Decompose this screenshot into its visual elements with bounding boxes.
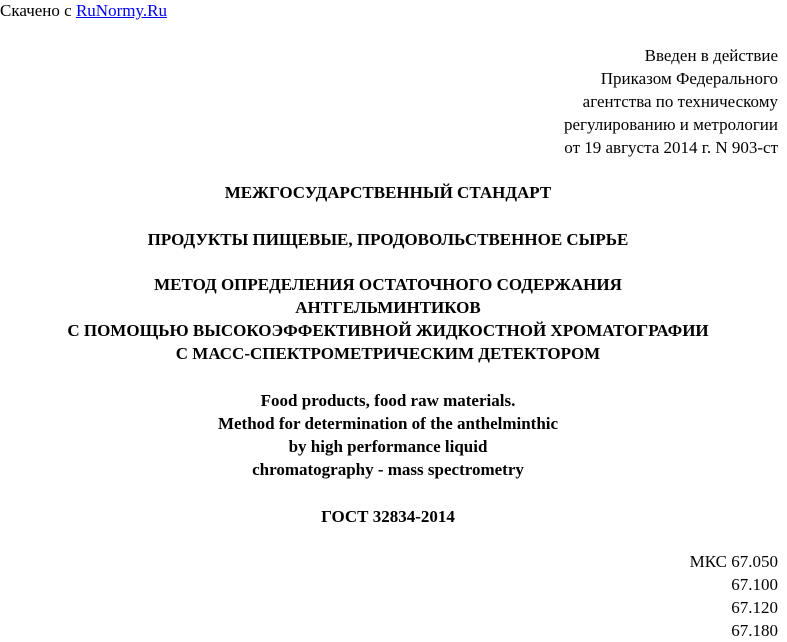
method-title-line: АНТГЕЛЬМИНТИКОВ xyxy=(295,298,481,317)
method-title-line: МЕТОД ОПРЕДЕЛЕНИЯ ОСТАТОЧНОГО СОДЕРЖАНИЯ xyxy=(154,275,622,294)
mks-codes-block xyxy=(690,550,778,642)
decree-line: регулированию и метрологии xyxy=(563,115,778,134)
source-link[interactable]: RuNormy.Ru xyxy=(75,1,167,20)
source-line xyxy=(0,1,167,21)
mks-code-line: 67.120 xyxy=(731,598,778,617)
method-title-heading xyxy=(0,273,776,365)
decree-line: Приказом Федерального xyxy=(600,69,778,88)
title-group-text: ПРОДУКТЫ ПИЩЕВЫЕ, ПРОДОВОЛЬСТВЕННОЕ СЫРЬЕ xyxy=(147,230,629,249)
standard-type-text: МЕЖГОСУДАРСТВЕННЫЙ СТАНДАРТ xyxy=(224,183,552,202)
mks-code-line: МКС 67.050 xyxy=(689,552,778,571)
standard-type-heading xyxy=(0,181,776,204)
english-title-line: by high performance liquid xyxy=(288,437,488,456)
decree-block xyxy=(564,44,778,159)
decree-line: агентства по техническому xyxy=(582,92,778,111)
source-prefix: Скачено с xyxy=(0,1,76,20)
title-group-heading xyxy=(0,228,776,251)
gost-number-text: ГОСТ 32834-2014 xyxy=(321,507,455,526)
gost-number-heading xyxy=(0,505,776,528)
decree-line: Введен в действие xyxy=(644,46,778,65)
decree-line: от 19 августа 2014 г. N 903-ст xyxy=(564,138,778,157)
english-title-heading xyxy=(0,389,776,481)
english-title-line: Food products, food raw materials. xyxy=(260,391,516,410)
english-title-line: chromatography - mass spectrometry xyxy=(252,460,524,479)
mks-code-line: 67.100 xyxy=(731,575,778,594)
method-title-line: С ПОМОЩЬЮ ВЫСОКОЭФФЕКТИВНОЙ ЖИДКОСТНОЙ ХРОМАТОГРАФИИ xyxy=(67,321,709,340)
method-title-line: С МАСС-СПЕКТРОМЕТРИЧЕСКИМ ДЕТЕКТОРОМ xyxy=(175,344,601,363)
english-title-line: Method for determination of the anthelminthic xyxy=(217,414,559,433)
mks-code-line: 67.180 xyxy=(731,621,778,640)
